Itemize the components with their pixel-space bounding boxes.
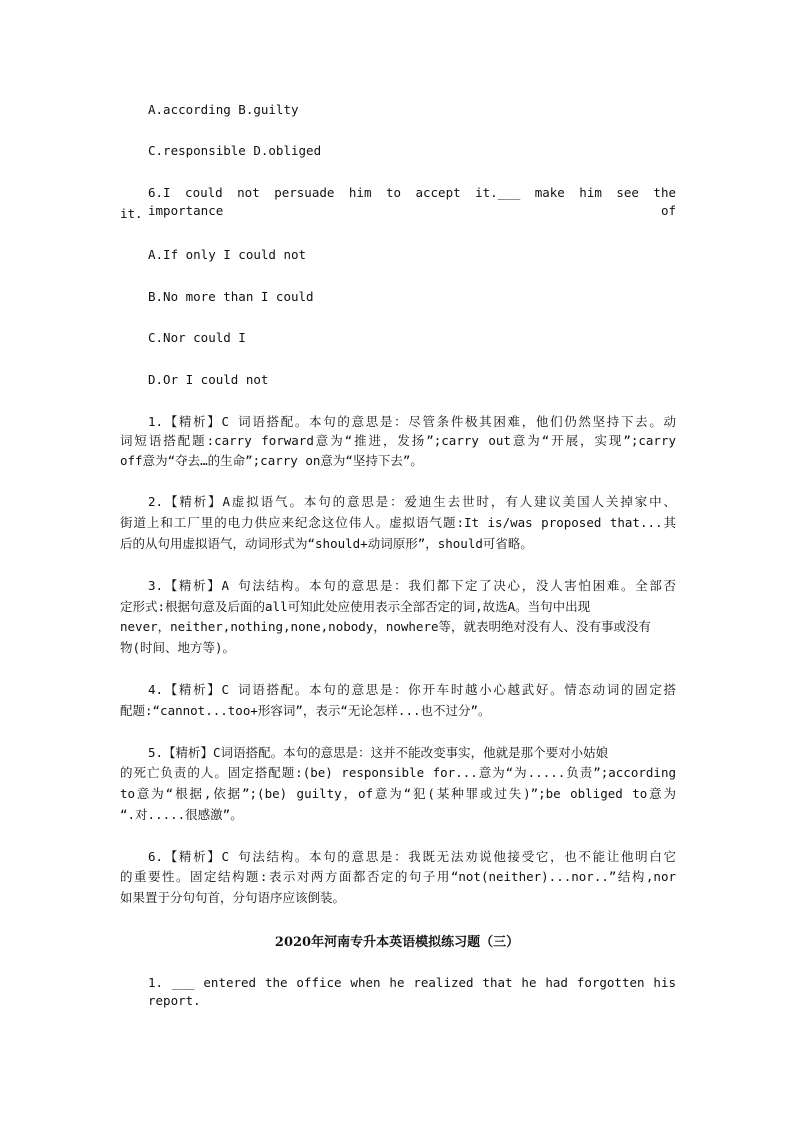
answer-2-line: 街道上和工厂里的电力供应来纪念这位伟人。虚拟语气题:It is/was proposed that...其 [120, 515, 676, 530]
answer-1-line: 词短语搭配题:carry forward意为“推进，发扬”;carry out意为“开展，实现”;carry [120, 433, 676, 448]
answer-6-line: 6.【精析】C 句法结构。本句的意思是：我既无法劝说他接受它，也不能让他明白它 [148, 849, 676, 864]
answer-6-line: 的重要性。固定结构题:表示对两方面都否定的句子用“not(neither)...nor..”结构,nor [120, 869, 676, 884]
answer-5-line: “.对.....很感激”。 [120, 807, 243, 822]
question-6-text: 6.I could not persuade him to accept it.___ make him see the importance of [148, 185, 676, 218]
next-question-text: 1. ___ entered the office when he realized that he had forgotten his report. [148, 975, 676, 1008]
option-line: C.Nor could I [148, 330, 246, 345]
option-line: A.according B.guilty [148, 102, 299, 117]
answer-1-line: off意为“夺去…的生命”;carry on意为“坚持下去”。 [120, 453, 423, 468]
option-line: B.No more than I could [148, 289, 314, 304]
answer-1-line: 1.【精析】C 词语搭配。本句的意思是：尽管条件极其困难，他们仍然坚持下去。动 [148, 414, 676, 429]
answer-5-line: 5.【精析】C词语搭配。本句的意思是：这并不能改变事实，他就是那个要对小姑娘 [148, 745, 609, 760]
answer-6-line: 如果置于分句句首，分句语序应该倒装。 [120, 890, 346, 905]
answer-3-line: 3.【精析】A 句法结构。本句的意思是：我们都下定了决心，没人害怕困难。全部否 [148, 578, 676, 593]
answer-3-line: 定形式:根据句意及后面的all可知此处应使用表示全部否定的词,故选A。当句中出现 [120, 599, 591, 614]
answer-5-line: 的死亡负责的人。固定搭配题:(be) responsible for...意为“为.....负责”;according [120, 765, 676, 780]
answer-2-line: 后的从句用虚拟语气，动词形式为“should+动词原形”，should可省略。 [120, 536, 533, 551]
option-line: A.If only I could not [148, 247, 307, 262]
option-line: C.responsible D.obliged [148, 143, 322, 158]
option-line: D.Or I could not [148, 372, 269, 387]
answer-5-line: to意为“根据,依据”;(be) guilty，of意为“犯(某种罪或过失)”;be obliged to意为 [120, 786, 676, 801]
section-title: 2020年河南专升本英语模拟练习题（三） [274, 935, 520, 950]
question-6-text: it. [120, 206, 143, 221]
answer-3-line: never，neither,nothing,none,nobody，nowhere等，就表明绝对没有人、没有事或没有 [120, 619, 652, 634]
answer-2-line: 2.【精析】A虚拟语气。本句的意思是：爱迪生去世时，有人建议美国人关掉家中、 [148, 494, 676, 509]
answer-4-line: 配题:“cannot...too+形容词”，表示“无论怎样...也不过分”。 [120, 703, 491, 718]
answer-4-line: 4.【精析】C 词语搭配。本句的意思是：你开车时越小心越武好。情态动词的固定搭 [148, 682, 676, 697]
answer-3-line: 物(时间、地方等)。 [120, 640, 236, 655]
